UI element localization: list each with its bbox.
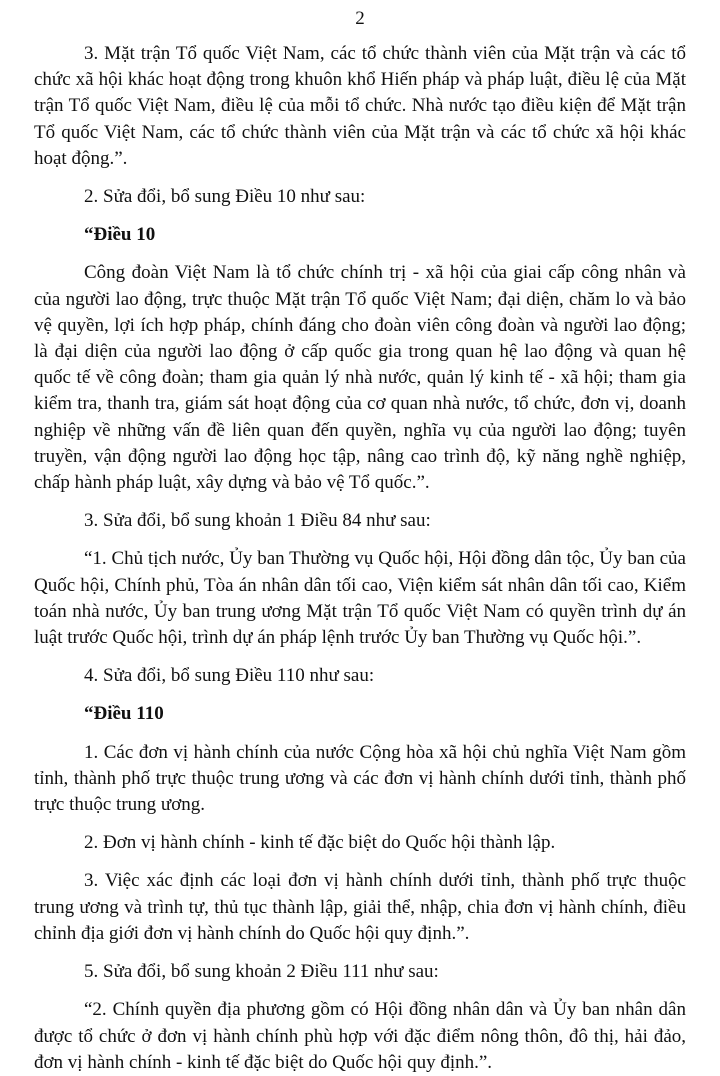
paragraph-article-110-clause-3: 3. Việc xác định các loại đơn vị hành chính dưới tỉnh, thành phố trực thuộc trung ương và trình tự, thủ tục thành lập, giải thể, nhập, chia đơn vị hành chính, điều chỉnh địa giới đơn vị hành chính do Quốc hội quy định.”. <box>34 870 686 944</box>
paragraph-amend-article-110: 4. Sửa đổi, bổ sung Điều 110 như sau: <box>84 665 375 687</box>
paragraph-article-84-clause-1: “1. Chủ tịch nước, Ủy ban Thường vụ Quốc hội, Hội đồng dân tộc, Ủy ban của Quốc hội, Chính phủ, Tòa án nhân dân tối cao, Viện kiểm sát nhân dân tối cao, Kiểm toán nhà nước, Ủy ban trung ương Mặt trận Tổ quốc Việt Nam có quyền trình dự án luật trước Quốc hội, trình dự án pháp lệnh trước Ủy ban Thường vụ Quốc hội.”. <box>34 548 686 649</box>
heading-article-110: “Điều 110 <box>84 703 164 725</box>
heading-article-10: “Điều 10 <box>84 224 156 246</box>
document-page <box>34 0 686 1076</box>
paragraph-amend-article-10: 2. Sửa đổi, bổ sung Điều 10 như sau: <box>84 186 366 208</box>
paragraph-article-110-clause-2: 2. Đơn vị hành chính - kinh tế đặc biệt do Quốc hội thành lập. <box>84 832 556 854</box>
paragraph-article-10-body: Công đoàn Việt Nam là tổ chức chính trị - xã hội của giai cấp công nhân và của người lao động, trực thuộc Mặt trận Tổ quốc Việt Nam; đại diện, chăm lo và bảo vệ quyền, lợi ích hợp pháp, chính đáng cho đoàn viên công đoàn và người lao động; là đại diện của người lao động ở cấp quốc gia trong quan hệ lao động và quan hệ quốc tế về công đoàn; tham gia quản lý nhà nước, quản lý kinh tế - xã hội; tham gia kiểm tra, thanh tra, giám sát hoạt động của cơ quan nhà nước, tổ chức, đơn vị, doanh nghiệp về những vấn đề liên quan đến quyền, nghĩa vụ của người lao động; tuyên truyền, vận động người lao động học tập, nâng cao trình độ, kỹ năng nghề nghiệp, chấp hành pháp luật, xây dựng và bảo vệ Tổ quốc.”. <box>34 262 686 494</box>
paragraph-amend-article-111: 5. Sửa đổi, bổ sung khoản 2 Điều 111 như sau: <box>84 961 439 983</box>
paragraph-clause-3-front: 3. Mặt trận Tổ quốc Việt Nam, các tổ chức thành viên của Mặt trận và các tổ chức xã hội khác hoạt động trong khuôn khổ Hiến pháp và pháp luật, điều lệ của Mặt trận Tổ quốc Việt Nam, điều lệ của mỗi tổ chức. Nhà nước tạo điều kiện để Mặt trận Tổ quốc Việt Nam, các tổ chức thành viên của Mặt trận và các tổ chức xã hội khác hoạt động.”. <box>34 43 686 169</box>
page-number: 2 <box>355 8 365 29</box>
paragraph-article-111-clause-2: “2. Chính quyền địa phương gồm có Hội đồng nhân dân và Ủy ban nhân dân được tổ chức ở đơn vị hành chính phù hợp với đặc điểm nông thôn, đô thị, hải đảo, đơn vị hành chính - kinh tế đặc biệt do Quốc hội quy định.”. <box>34 999 686 1073</box>
paragraph-article-110-clause-1: 1. Các đơn vị hành chính của nước Cộng hòa xã hội chủ nghĩa Việt Nam gồm tỉnh, thành phố trực thuộc trung ương và các đơn vị hành chính dưới tỉnh, thành phố trực thuộc trung ương. <box>34 741 686 816</box>
paragraph-amend-article-84: 3. Sửa đổi, bổ sung khoản 1 Điều 84 như sau: <box>84 510 431 532</box>
